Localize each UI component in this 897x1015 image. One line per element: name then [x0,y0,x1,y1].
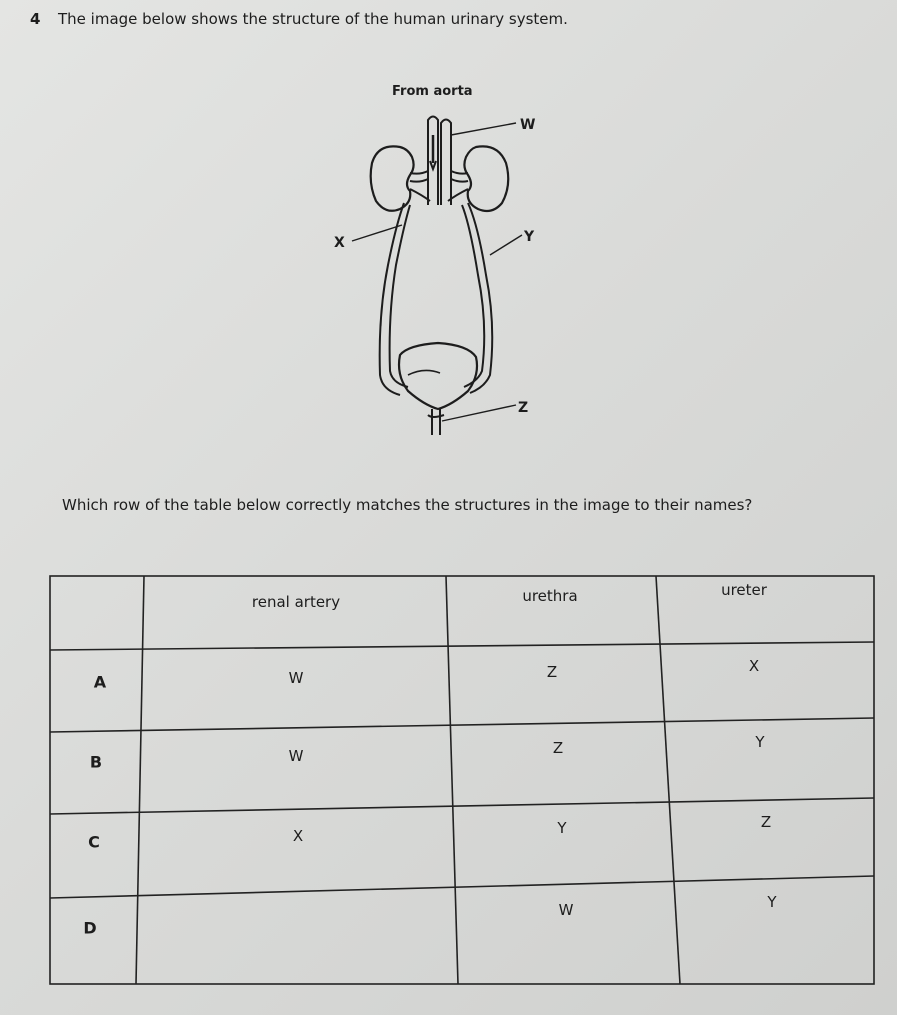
diagram-label-z: Z [518,400,529,416]
left-kidney [371,146,414,210]
question-text: The image below shows the structure of the human urinary system. [58,10,568,28]
row-a-urethra: Z [546,663,558,681]
table-header-ureter: ureter [721,581,767,599]
table-header-urethra: urethra [522,587,578,605]
ureters [380,203,493,395]
bladder-inner-fold [408,370,440,375]
row-c-ureter: Z [760,813,772,831]
question-prompt: Which row of the table below correctly matches the structures in the image to their names? [62,496,753,514]
row-a-renal-artery: W [288,669,304,687]
table-grid-lines [44,562,880,986]
row-d-ureter: Y [767,893,777,911]
diagram-label-from-aorta: From aorta [392,84,473,99]
row-c-renal-artery: X [292,827,304,845]
diagram-label-y: Y [524,229,535,245]
row-a-ureter: X [748,657,760,675]
diagram-label-w: W [520,117,536,133]
table-header-renal-artery: renal artery [251,593,341,611]
answer-table [44,562,880,986]
aorta-vessels [428,117,451,206]
bladder [399,343,477,409]
urethra [428,409,444,435]
row-b-renal-artery: W [288,747,304,765]
question-number: 4 [30,10,41,28]
right-kidney [464,146,508,211]
row-d-urethra: W [558,901,574,919]
row-b-option: B [89,752,103,772]
row-c-urethra: Y [557,819,567,837]
diagram-label-x: X [334,235,345,251]
row-c-option: C [88,832,100,852]
row-b-ureter: Y [755,733,765,751]
row-d-option: D [83,918,97,938]
row-a-option: A [93,672,107,692]
row-b-urethra: Z [552,739,564,757]
urinary-system-diagram [300,75,570,445]
